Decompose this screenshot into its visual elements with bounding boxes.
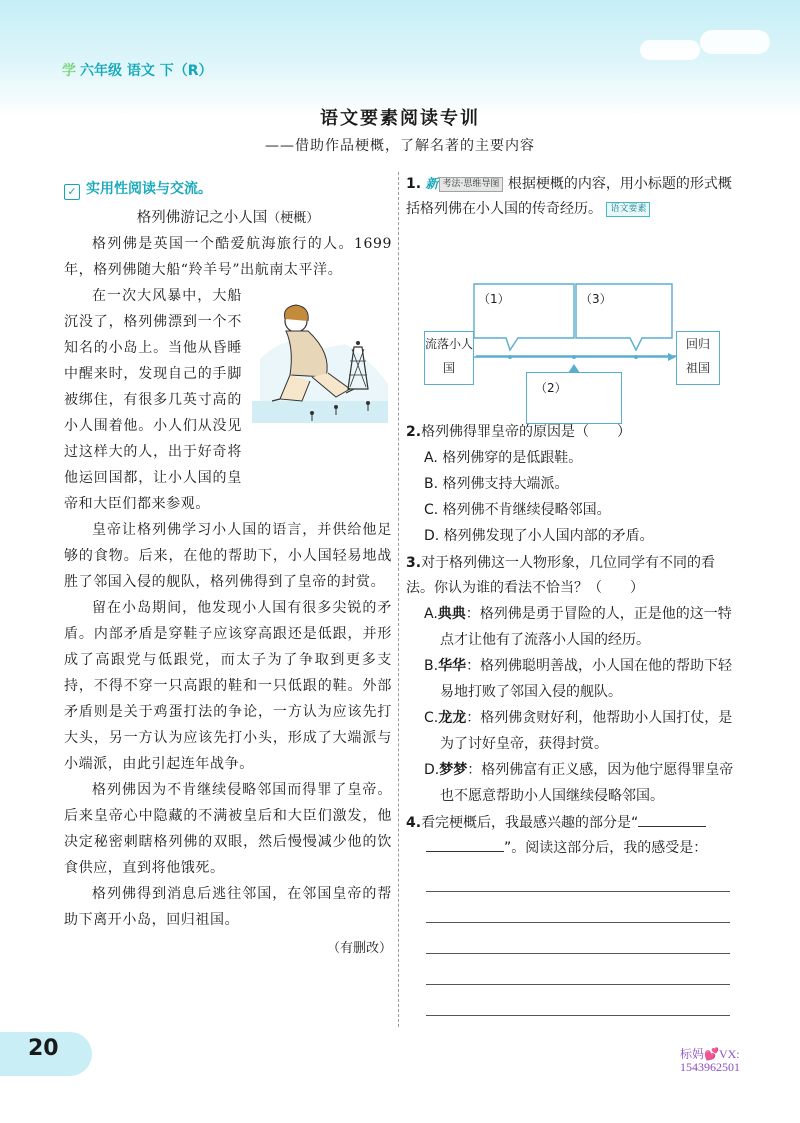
q3-option-a[interactable]: A.典典：格列佛是勇于冒险的人，正是他的这一特点才让他有了流落小人国的经历。 [424,606,732,648]
reading-passage [64,178,392,956]
new-tag: 新 [425,177,439,192]
q2-option-b[interactable]: B. 格列佛支持大端派。 [424,476,569,492]
checkbox-icon: ✓ [64,184,80,200]
page-number: 20 [28,1036,59,1061]
question-4: 4.看完梗概后，我最感兴趣的部分是“ ”。阅读这部分后，我的感受是： [406,811,736,861]
header-title: 学 六年级 语文 下（R） [62,63,213,79]
answer-blank[interactable] [638,812,706,827]
pointer-up [568,364,580,373]
q3-option-b[interactable]: B.华华：格列佛聪明善战，小人国在他的帮助下轻易地打败了邻国入侵的舰队。 [424,658,733,700]
diagram-end: 回归祖国 [676,331,720,385]
question-1: 1. 新 考法·思维导图 根据梗概的内容，用小标题的形式概括格列佛在小人国的传奇经历。 语文要素 [406,176,732,217]
questions [406,172,736,1016]
q2-option-d[interactable]: D. 格列佛发现了小人国内部的矛盾。 [424,528,654,544]
paragraph: 格列佛是英国一个酷爱航海旅行的人。1699年，格列佛随大船“羚羊号”出航南太平洋。 [64,236,392,278]
section-heading: ✓ 实用性阅读与交流。 [64,178,392,200]
paragraph: 留在小岛期间，他发现小人国有很多尖锐的矛盾。内部矛盾是穿鞋子应该穿高跟还是低跟，并形成了高跟党与低跟党，而太子为了争取到更多支持，不得不穿一只高跟的鞋和一只低跟的鞋。外部矛盾则是关于鸡蛋打法的争论，一方认为应该先打大头，另一方认为应该先打小头，形成了大端派与小端派，由此引起连年战争。 [64,600,392,772]
watermark: 标妈💕VX: 1543962501 [680,1047,740,1074]
paragraph: 格列佛因为不肯继续侵略邻国而得罪了皇帝。后来皇帝心中隐藏的不满被皇后和大臣们激发，他决定秘密刺瞎格列佛的双眼，然后慢慢减少他的饮食供应，直到将他饿死。 [64,782,392,876]
blank-box-2[interactable]: （2） [526,372,622,424]
page-title: 语文要素阅读专训 [320,108,480,129]
paragraph: 在一次大风暴中，大船沉没了，格列佛漂到一个不知名的小岛上。当他从昏睡中醒来时，发现自己的手脚被绑住，有很多几英寸高的小人围着他。小人们从没见过这样大的人，出于好奇将他运回国都，让小人国的皇帝和大臣们都来参观。 [64,288,242,512]
answer-line[interactable] [426,892,730,923]
q3-option-d[interactable]: D.梦梦：格列佛富有正义感，因为他宁愿得罪皇帝也不愿意帮助小人国继续侵略邻国。 [424,762,734,804]
blank-box-1[interactable]: （1） [478,292,510,306]
skill-tag: 语文要素 [606,202,650,217]
q3-option-c[interactable]: C.龙龙：格列佛贪财好利，他帮助小人国打仗，是为了讨好皇帝，获得封赏。 [424,710,733,752]
q2-option-c[interactable]: C. 格列佛不肯继续侵略邻国。 [424,502,611,518]
question-2: 2.格列佛得罪皇帝的原因是（ ） [406,424,632,440]
q2-option-a[interactable]: A. 格列佛穿的是低跟鞋。 [424,450,583,466]
logo-mark: 学 [62,63,76,79]
page-subtitle: ——借助作品梗概，了解名著的主要内容 [265,138,535,154]
paragraph: 皇帝让格列佛学习小人国的语言，并供给他足够的食物。后来，在他的帮助下，小人国轻易地战胜了邻国入侵的舰队，格列佛得到了皇帝的封赏。 [64,522,392,590]
figure-wrapper [64,283,392,517]
answer-line[interactable] [426,923,730,954]
answer-blank[interactable] [426,837,504,852]
column-divider [398,172,399,1027]
cloud-decoration [700,30,770,54]
answer-line[interactable] [426,954,730,985]
answer-line[interactable] [426,985,730,1016]
story-title: 格列佛游记之小人国（梗概） [136,210,320,226]
diagram-start: 流落小人国 [424,331,474,385]
edit-note: （有删改） [326,941,392,956]
gulliver-illustration [250,289,392,439]
question-3: 3.对于格列佛这一人物形象，几位同学有不同的看法。你认为谁的看法不恰当？（ ） [406,555,716,596]
answer-line[interactable] [426,861,730,892]
cloud-decoration [640,40,700,60]
blank-box-3[interactable]: （3） [580,292,612,306]
exam-type-tag: 考法·思维导图 [439,177,504,192]
paragraph: 格列佛得到消息后逃往邻国，在邻国皇帝的帮助下离开小岛，回归祖国。 [64,886,392,928]
